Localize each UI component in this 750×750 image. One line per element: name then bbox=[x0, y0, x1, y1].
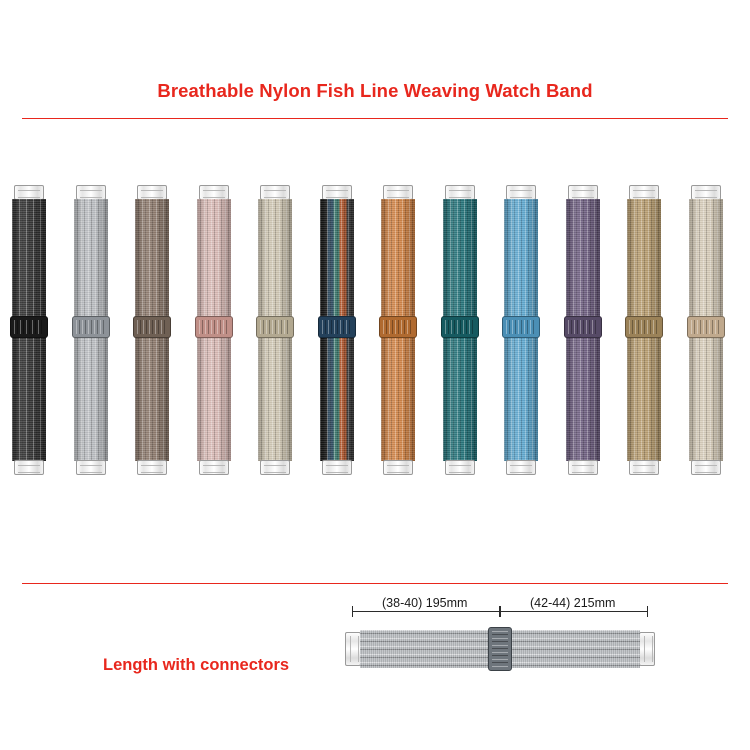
band-lug-top bbox=[568, 185, 598, 200]
band-buckle bbox=[133, 316, 171, 338]
band-lug-bottom bbox=[629, 460, 659, 475]
band-orange[interactable] bbox=[377, 185, 419, 475]
divider-bottom bbox=[22, 583, 728, 584]
band-beige[interactable] bbox=[254, 185, 296, 475]
band-lug-bottom bbox=[506, 460, 536, 475]
band-lug-bottom bbox=[691, 460, 721, 475]
band-lug-bottom bbox=[445, 460, 475, 475]
band-cream[interactable] bbox=[685, 185, 727, 475]
band-buckle bbox=[441, 316, 479, 338]
band-black[interactable] bbox=[8, 185, 50, 475]
measurement-label-large: (42-44) 215mm bbox=[530, 596, 616, 610]
band-lug-bottom bbox=[260, 460, 290, 475]
band-color-row bbox=[0, 185, 750, 475]
band-lug-top bbox=[76, 185, 106, 200]
band-light-grey[interactable] bbox=[70, 185, 112, 475]
detail-buckle bbox=[488, 627, 512, 671]
band-buckle bbox=[195, 316, 233, 338]
band-lug-top bbox=[629, 185, 659, 200]
band-detail-diagram bbox=[345, 618, 655, 680]
band-lug-top bbox=[445, 185, 475, 200]
band-buckle bbox=[256, 316, 294, 338]
band-buckle bbox=[625, 316, 663, 338]
band-lug-bottom bbox=[14, 460, 44, 475]
band-buckle bbox=[379, 316, 417, 338]
divider-top bbox=[22, 118, 728, 119]
band-teal[interactable] bbox=[439, 185, 481, 475]
band-lug-bottom bbox=[322, 460, 352, 475]
band-buckle bbox=[72, 316, 110, 338]
band-buckle bbox=[564, 316, 602, 338]
band-khaki[interactable] bbox=[623, 185, 665, 475]
band-lug-top bbox=[137, 185, 167, 200]
length-with-connectors-label: Length with connectors bbox=[103, 656, 290, 674]
band-lug-top bbox=[14, 185, 44, 200]
band-buckle bbox=[10, 316, 48, 338]
band-purple[interactable] bbox=[562, 185, 604, 475]
band-lug-top bbox=[199, 185, 229, 200]
band-lug-top bbox=[322, 185, 352, 200]
band-lug-top bbox=[260, 185, 290, 200]
band-sky-blue[interactable] bbox=[500, 185, 542, 475]
band-lug-top bbox=[506, 185, 536, 200]
band-buckle bbox=[318, 316, 356, 338]
band-taupe-brown[interactable] bbox=[131, 185, 173, 475]
band-pink-sand[interactable] bbox=[193, 185, 235, 475]
band-lug-bottom bbox=[137, 460, 167, 475]
band-lug-bottom bbox=[568, 460, 598, 475]
band-buckle bbox=[687, 316, 725, 338]
band-lug-bottom bbox=[383, 460, 413, 475]
band-lug-bottom bbox=[199, 460, 229, 475]
band-lug-top bbox=[383, 185, 413, 200]
band-buckle bbox=[502, 316, 540, 338]
band-lug-top bbox=[691, 185, 721, 200]
band-lug-bottom bbox=[76, 460, 106, 475]
measurement-label-small: (38-40) 195mm bbox=[382, 596, 468, 610]
connector-left bbox=[345, 632, 361, 666]
band-multi-stripe[interactable] bbox=[316, 185, 358, 475]
connector-right bbox=[639, 632, 655, 666]
page-title: Breathable Nylon Fish Line Weaving Watch Band bbox=[157, 80, 593, 101]
